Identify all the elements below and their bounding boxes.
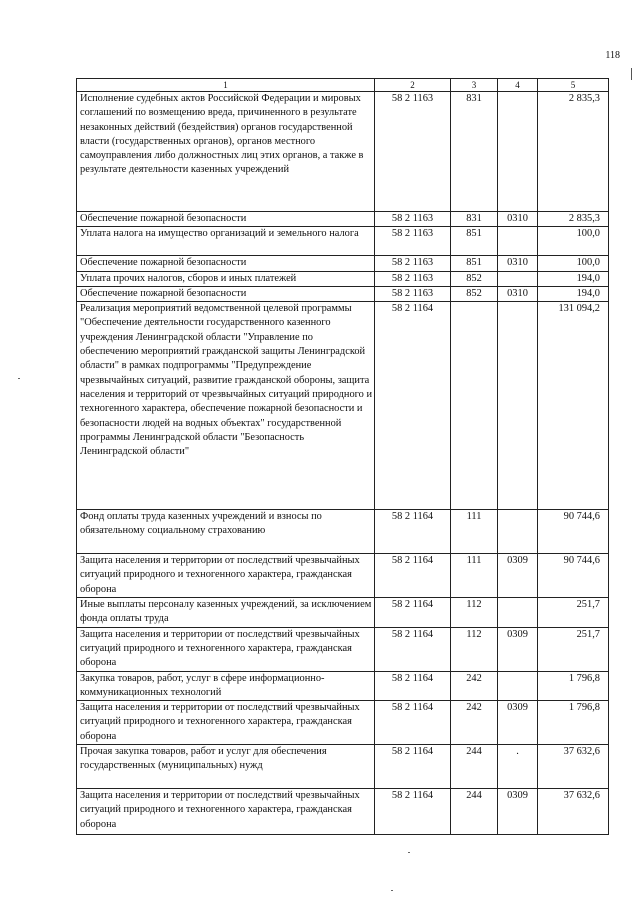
row-target-code: 58 2 1164: [375, 701, 451, 745]
table-row: [77, 554, 609, 598]
table-row: [77, 745, 609, 789]
row-expense-type: [451, 302, 498, 510]
row-description: Уплата прочих налогов, сборов и иных платежей: [77, 271, 375, 286]
table-row: [77, 271, 609, 286]
row-description: Защита населения и территории от последствий чрезвычайных ситуаций природного и техногенного характера, гражданская оборона: [77, 789, 375, 835]
row-target-code: 58 2 1164: [375, 789, 451, 835]
row-description: Уплата налога на имущество организаций и земельного налога: [77, 227, 375, 256]
table-row: [77, 510, 609, 554]
row-expense-type: 244: [451, 789, 498, 835]
row-amount: 131 094,2: [538, 302, 609, 510]
row-description: Обеспечение пожарной безопасности: [77, 256, 375, 271]
row-expense-type: 111: [451, 510, 498, 554]
row-target-code: 58 2 1163: [375, 256, 451, 271]
row-amount: 90 744,6: [538, 510, 609, 554]
row-expense-type: 852: [451, 271, 498, 286]
row-description: Закупка товаров, работ, услуг в сфере информационно-коммуникационных технологий: [77, 671, 375, 701]
scan-artifact: [408, 852, 410, 853]
row-amount: 37 632,6: [538, 789, 609, 835]
row-expense-type: 852: [451, 286, 498, 301]
table-row: [77, 789, 609, 835]
row-expense-type: 831: [451, 212, 498, 227]
row-section-code: 0310: [498, 286, 538, 301]
row-target-code: 58 2 1164: [375, 671, 451, 701]
row-amount: 194,0: [538, 271, 609, 286]
scan-edge-mark: [631, 68, 632, 80]
table-row: [77, 671, 609, 701]
row-amount: 100,0: [538, 256, 609, 271]
row-amount: 37 632,6: [538, 745, 609, 789]
column-header: 4: [498, 79, 538, 92]
row-expense-type: 242: [451, 701, 498, 745]
row-description: Реализация мероприятий ведомственной целевой программы "Обеспечение деятельности государственного казенного учреждения Ленинградской области "Управление по обеспечению мероприятий гражданской защиты Ленинградской области" в рамках подпрограммы "Предупреждение чрезвычайных ситуаций, развитие гражданской обороны, защита населения и территорий от чрезвычайных ситуаций природного и техногенного характера, обеспечение пожарной безопасности и безопасности людей на водных объектах" государственной программы Ленинградской области "Безопасность Ленинградской области": [77, 302, 375, 510]
table-row: [77, 302, 609, 510]
row-section-code: 0309: [498, 701, 538, 745]
row-expense-type: 112: [451, 598, 498, 628]
row-expense-type: 112: [451, 627, 498, 671]
row-description: Исполнение судебных актов Российской Федерации и мировых соглашений по возмещению вреда, причиненного в результате незаконных действий (бездействия) органов государственной власти (государственных органов), органов местного самоуправления либо должностных лиц этих органов, а также в результате деятельности казенных учреждений: [77, 92, 375, 212]
row-amount: 1 796,8: [538, 671, 609, 701]
row-amount: 2 835,3: [538, 212, 609, 227]
table-row: [77, 212, 609, 227]
row-section-code: 0309: [498, 554, 538, 598]
table-header-row: [77, 79, 609, 92]
row-section-code: [498, 671, 538, 701]
row-target-code: 58 2 1163: [375, 212, 451, 227]
row-target-code: 58 2 1164: [375, 627, 451, 671]
row-section-code: .: [498, 745, 538, 789]
row-amount: 194,0: [538, 286, 609, 301]
row-section-code: [498, 598, 538, 628]
row-expense-type: 242: [451, 671, 498, 701]
row-section-code: [498, 302, 538, 510]
row-target-code: 58 2 1163: [375, 286, 451, 301]
column-header: 5: [538, 79, 609, 92]
row-target-code: 58 2 1163: [375, 227, 451, 256]
row-description: Обеспечение пожарной безопасности: [77, 286, 375, 301]
row-target-code: 58 2 1163: [375, 271, 451, 286]
row-amount: 251,7: [538, 598, 609, 628]
table-row: [77, 627, 609, 671]
row-section-code: [498, 510, 538, 554]
row-section-code: 0310: [498, 212, 538, 227]
scan-artifact: [18, 378, 20, 379]
row-expense-type: 851: [451, 227, 498, 256]
row-description: Защита населения и территории от последствий чрезвычайных ситуаций природного и техногенного характера, гражданская оборона: [77, 701, 375, 745]
column-header: 1: [77, 79, 375, 92]
table-row: [77, 598, 609, 628]
row-description: Защита населения и территории от последствий чрезвычайных ситуаций природного и техногенного характера, гражданская оборона: [77, 554, 375, 598]
row-section-code: 0309: [498, 789, 538, 835]
row-target-code: 58 2 1164: [375, 302, 451, 510]
row-amount: 100,0: [538, 227, 609, 256]
row-section-code: 0309: [498, 627, 538, 671]
page-number: 118: [605, 50, 620, 61]
table-row: [77, 92, 609, 212]
row-expense-type: 244: [451, 745, 498, 789]
row-description: Фонд оплаты труда казенных учреждений и взносы по обязательному социальному страхованию: [77, 510, 375, 554]
table-row: [77, 701, 609, 745]
scan-artifact: [391, 890, 393, 891]
row-description: Обеспечение пожарной безопасности: [77, 212, 375, 227]
row-section-code: [498, 92, 538, 212]
table-row: [77, 286, 609, 301]
row-expense-type: 831: [451, 92, 498, 212]
column-header: 3: [451, 79, 498, 92]
row-description: Иные выплаты персоналу казенных учреждений, за исключением фонда оплаты труда: [77, 598, 375, 628]
row-target-code: 58 2 1163: [375, 92, 451, 212]
row-target-code: 58 2 1164: [375, 598, 451, 628]
row-amount: 1 796,8: [538, 701, 609, 745]
row-section-code: [498, 271, 538, 286]
budget-table: [76, 78, 609, 835]
row-expense-type: 111: [451, 554, 498, 598]
row-amount: 251,7: [538, 627, 609, 671]
column-header: 2: [375, 79, 451, 92]
row-amount: 2 835,3: [538, 92, 609, 212]
row-target-code: 58 2 1164: [375, 510, 451, 554]
table-row: [77, 256, 609, 271]
row-section-code: 0310: [498, 256, 538, 271]
row-target-code: 58 2 1164: [375, 745, 451, 789]
row-description: Защита населения и территории от последствий чрезвычайных ситуаций природного и техногенного характера, гражданская оборона: [77, 627, 375, 671]
row-target-code: 58 2 1164: [375, 554, 451, 598]
table-row: [77, 227, 609, 256]
row-section-code: [498, 227, 538, 256]
row-description: Прочая закупка товаров, работ и услуг для обеспечения государственных (муниципальных) нужд: [77, 745, 375, 789]
row-amount: 90 744,6: [538, 554, 609, 598]
row-expense-type: 851: [451, 256, 498, 271]
